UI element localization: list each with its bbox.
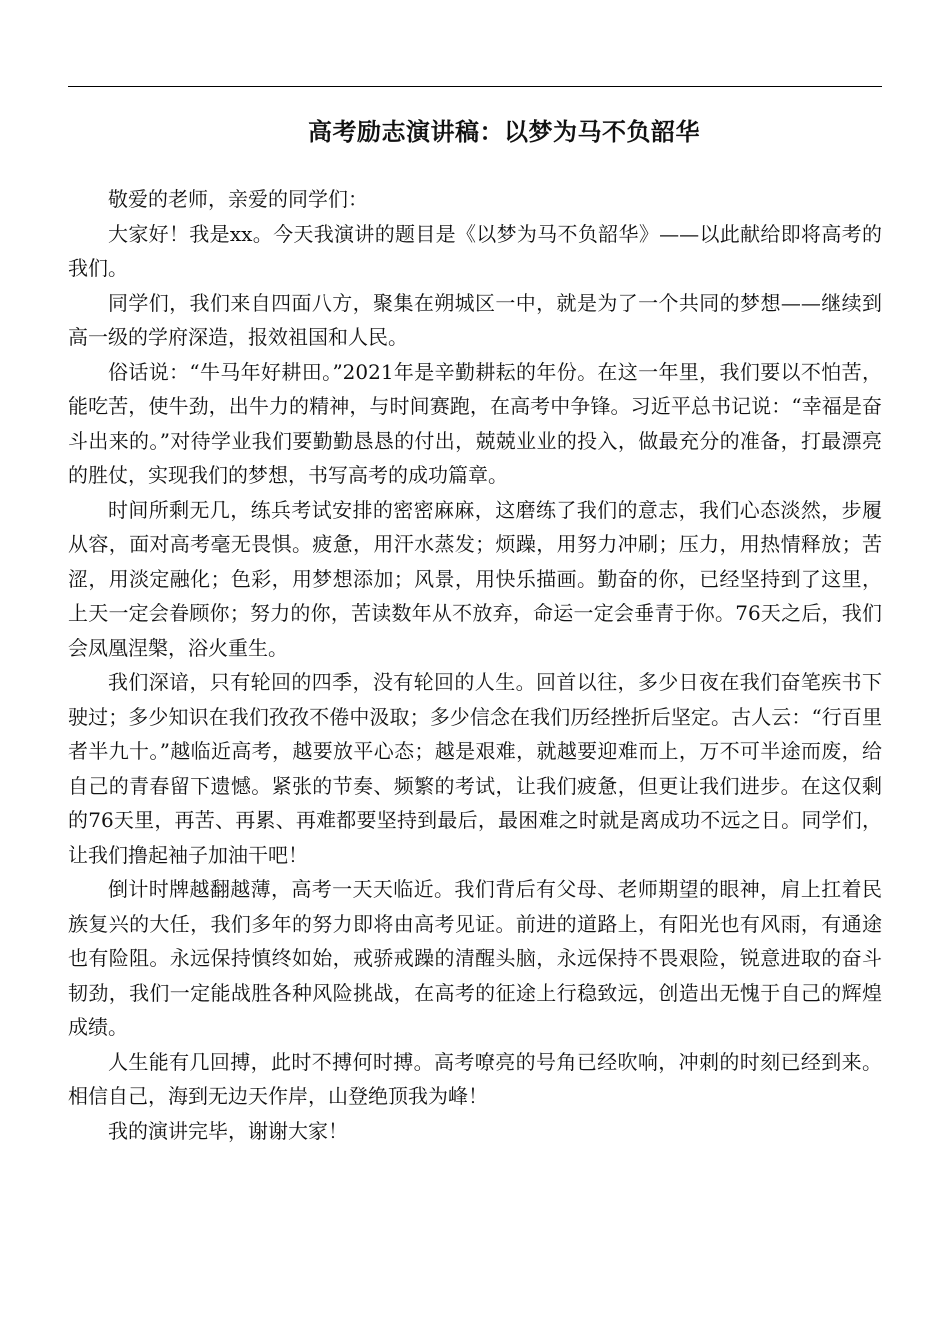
header-rule	[68, 86, 882, 87]
paragraph-call-to-action: 人生能有几回搏，此时不搏何时搏。高考嘹亮的号角已经吹响，冲刺的时刻已经到来。相信自己，海到无边天作岸，山登绝顶我为峰！	[68, 1049, 882, 1108]
paragraph-dream: 同学们，我们来自四面八方，聚集在朔城区一中，就是为了一个共同的梦想——继续到高一级的学府深造，报效祖国和人民。	[68, 290, 882, 349]
paragraph-persistence: 我们深谙，只有轮回的四季，没有轮回的人生。回首以往，多少日夜在我们奋笔疾书下驶过；多少知识在我们孜孜不倦中汲取；多少信念在我们历经挫折后坚定。古人云：“行百里者半九十。”越临近高考，越要放平心态；越是艰难，就越要迎难而上，万不可半途而废，给自己的青春留下遗憾。紧张的节奏、频繁的考试，让我们疲惫，但更让我们进步。在这仅剩的76天里，再苦、再累、再难都要坚持到最后，最困难之时就是离成功不远之日。同学们，让我们撸起袖子加油干吧！	[68, 670, 882, 867]
paragraph-closing: 我的演讲完毕，谢谢大家！	[108, 1118, 348, 1143]
paragraph-salutation: 敬爱的老师，亲爱的同学们：	[108, 187, 368, 211]
document-title: 高考励志演讲稿：以梦为马不负韶华	[308, 118, 700, 147]
paragraph-hard-work: 俗话说：“牛马年好耕田。”2021年是辛勤耕耘的年份。在这一年里，我们要以不怕苦，能吃苦，使牛劲，出牛力的精神，与时间赛跑，在高考中争锋。习近平总书记说：“幸福是奋斗出来的。”对待学业我们要勤勤恳恳的付出，兢兢业业的投入，做最充分的准备，打最漂亮的胜仗，实现我们的梦想，书写高考的成功篇章。	[68, 359, 882, 487]
document-body	[68, 182, 882, 1148]
paragraph-time-left: 时间所剩无几，练兵考试安排的密密麻麻，这磨练了我们的意志，我们心态淡然，步履从容，面对高考毫无畏惧。疲惫，用汗水蒸发；烦躁，用努力冲刷；压力，用热情释放；苦涩，用淡定融化；色彩，用梦想添加；风景，用快乐描画。勤奋的你，已经坚持到了这里，上天一定会眷顾你；努力的你，苦读数年从不放弃，命运一定会垂青于你。76天之后，我们会凤凰涅槃，浴火重生。	[68, 497, 882, 660]
paragraph-countdown: 倒计时牌越翻越薄，高考一天天临近。我们背后有父母、老师期望的眼神，肩上扛着民族复兴的大任，我们多年的努力即将由高考见证。前进的道路上，有阳光也有风雨，有通途也有险阻。永远保持慎终如始，戒骄戒躁的清醒头脑，永远保持不畏艰险，锐意进取的奋斗韧劲，我们一定能战胜各种风险挑战，在高考的征途上行稳致远，创造出无愧于自己的辉煌成绩。	[68, 877, 882, 1039]
paragraph-greeting: 大家好！我是xx。今天我演讲的题目是《以梦为马不负韶华》——以此献给即将高考的我们。	[68, 221, 882, 280]
